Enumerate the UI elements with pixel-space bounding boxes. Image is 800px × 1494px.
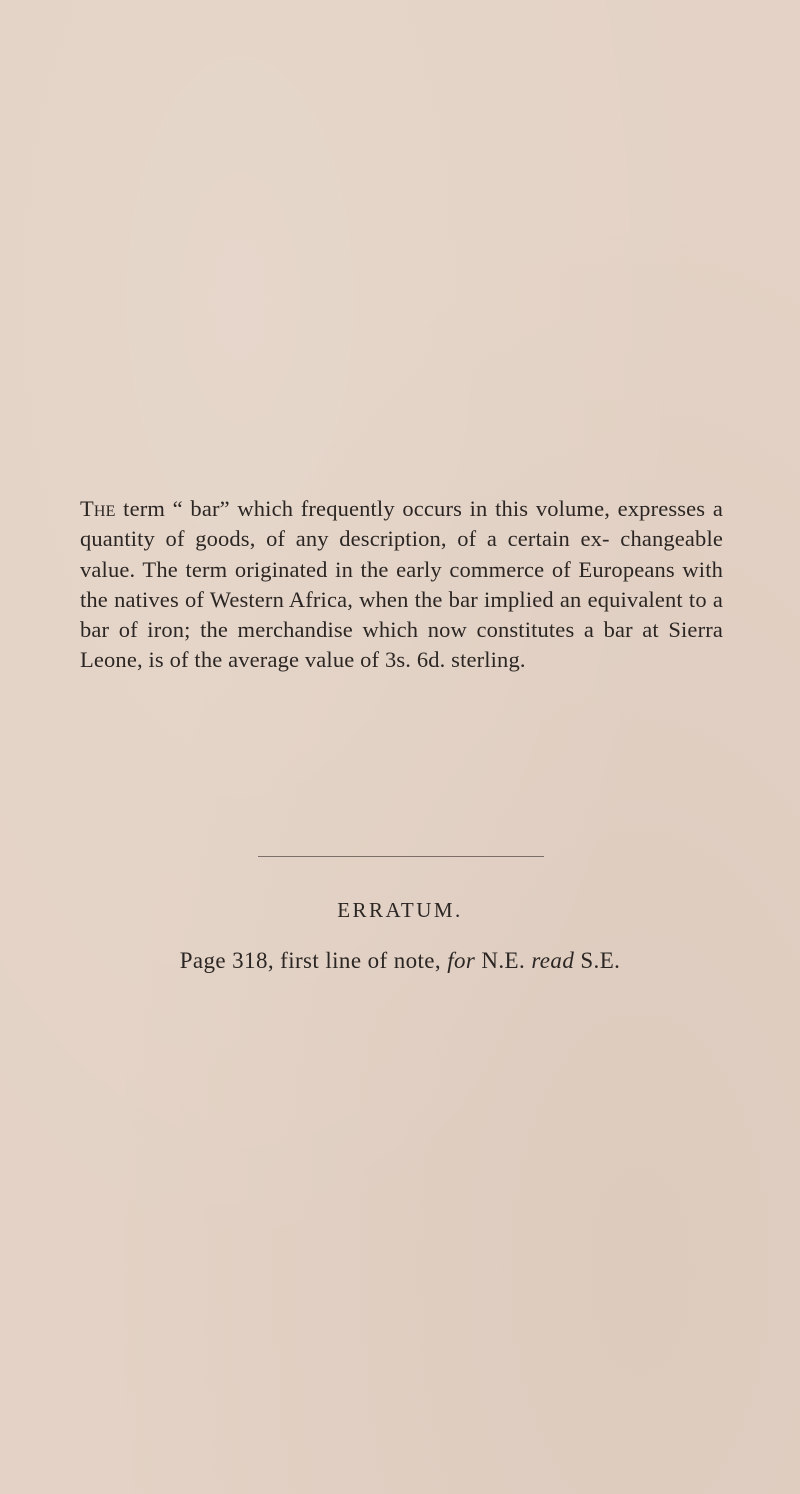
erratum-read-word: read	[531, 948, 575, 973]
note-lead-word: The	[80, 496, 116, 521]
erratum-line	[0, 948, 800, 974]
section-divider	[258, 856, 544, 857]
erratum-wrong-value: N.E.	[475, 948, 532, 973]
erratum-heading: ERRATUM.	[337, 898, 463, 922]
erratum-for-word: for	[447, 948, 476, 973]
bar-term-note	[80, 494, 723, 676]
erratum-prefix: Page 318, first line of note,	[179, 948, 448, 973]
note-body-text: term “ bar” which frequently occurs in this volume, expresses a quantity of goods, of any description, of a certain ex- changeable value. The term originated in the early commerce of Europeans with the natives of Western Africa, when the bar implied an equivalent to a bar of iron; the merchandise which now constitutes a bar at Sierra Leone, is of the average value of 3s. 6d. sterling.	[80, 496, 723, 673]
note-paragraph	[80, 494, 723, 676]
erratum-correct-value: S.E.	[574, 948, 621, 973]
